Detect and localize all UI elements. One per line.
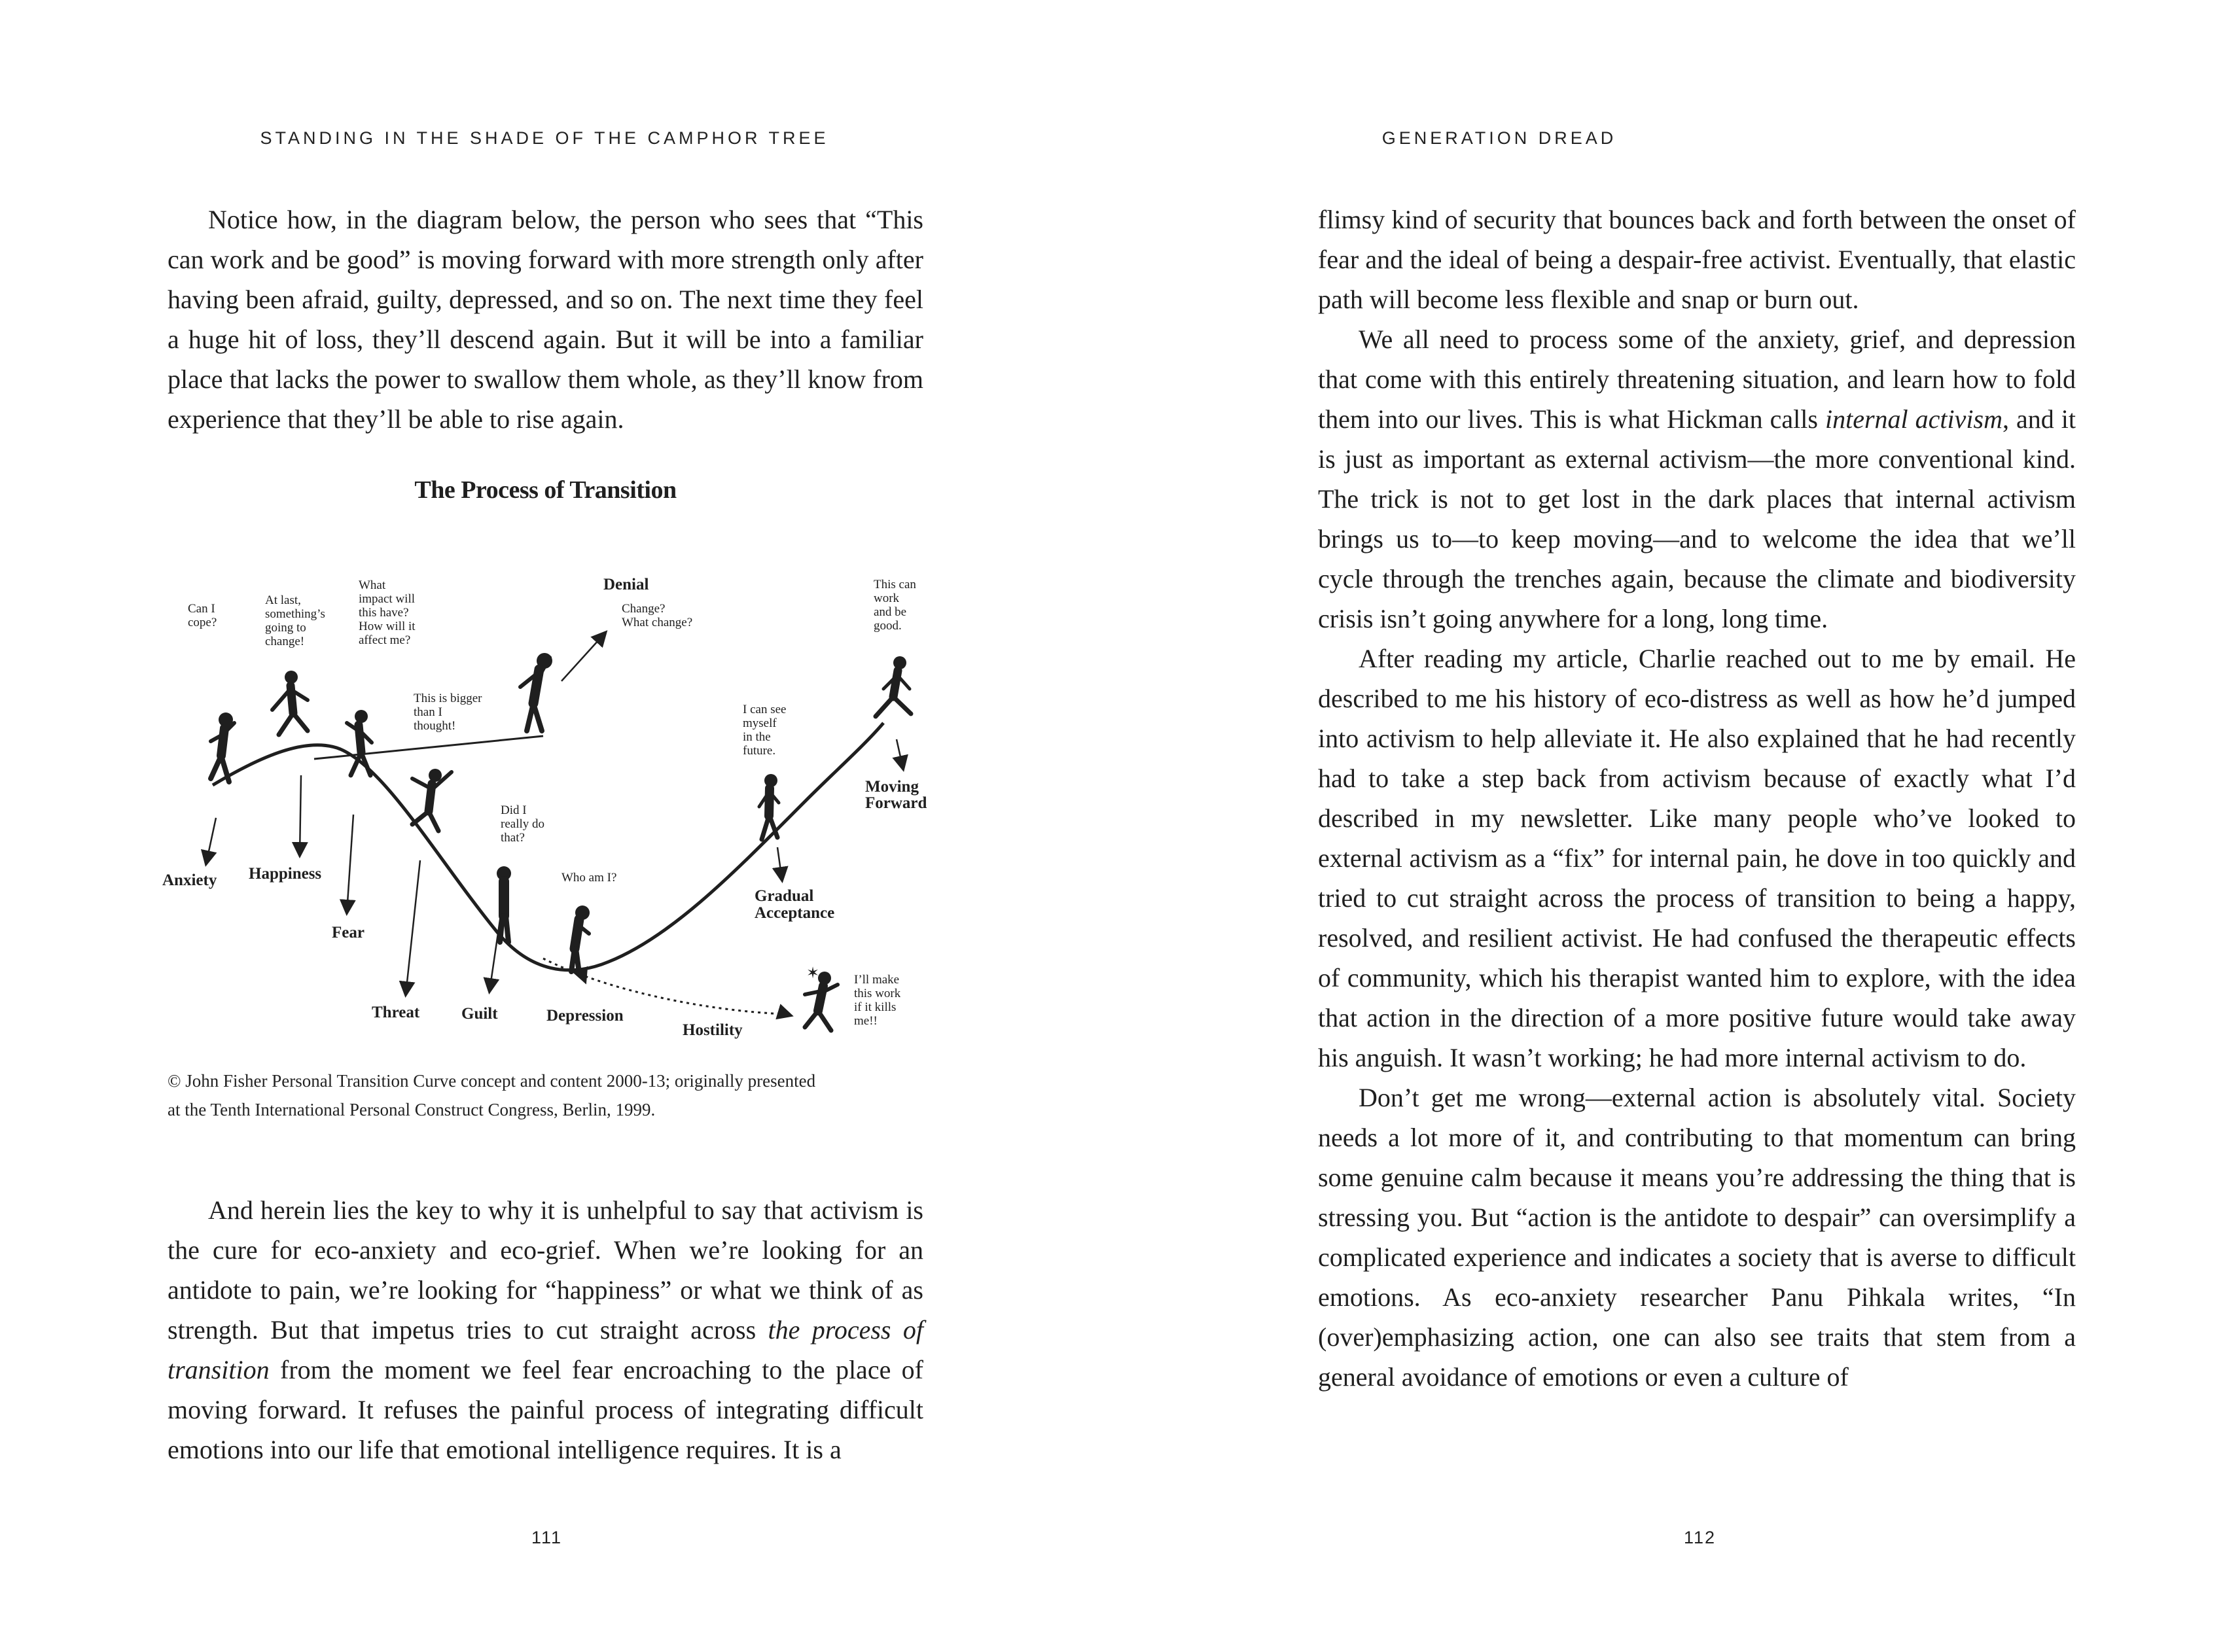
thought-did-i bbox=[501, 803, 544, 845]
paragraph-intro: Notice how, in the diagram below, the person who sees that “This can work and be good” is moving forward with more strength only after having been afraid, guilty, depressed, and so on. The next time they feel a huge hit of loss, they’ll descend again. But it will be into a familiar place that lacks the power to swallow them whole, as they’ll know from experience that they’ll be able to rise again. bbox=[168, 205, 923, 434]
label-fear: Fear bbox=[332, 924, 365, 941]
caption-line-1: © John Fisher Personal Transition Curve concept and content 2000-13; originally presented bbox=[168, 1071, 816, 1091]
svg-text:At last,: At last, bbox=[265, 593, 301, 607]
svg-text:going to: going to bbox=[265, 621, 306, 635]
paragraph-flimsy: flimsy kind of security that bounces back and forth between the onset of fear and the ideal of being a despair-free activist. Eventually, that elastic path will become less flexible and snap or burn out. bbox=[1318, 205, 2076, 314]
denial-arrow bbox=[561, 633, 605, 681]
paragraph-process: We all need to process some of the anxiety, grief, and depression that come with this entirely threatening situation, and learn how to fold them into our lives. This is what Hickman calls internal activism, and it is just as important as external activism—the more conventional kind. The trick is not to get lost in the dark places that internal activism brings us to—to keep moving—and to welcome the idea that we’ll cycle through the trenches again, because the climate and biodiversity crisis isn’t going anywhere for a long, long time. bbox=[1318, 325, 2076, 633]
label-guilt: Guilt bbox=[461, 1005, 498, 1023]
threat-arrow bbox=[406, 860, 420, 994]
svg-text:Who am I?: Who am I? bbox=[561, 871, 617, 885]
thought-cope bbox=[188, 602, 217, 629]
anxiety-arrow bbox=[206, 818, 216, 864]
svg-text:and be: and be bbox=[874, 605, 907, 619]
thought-this-can bbox=[874, 578, 916, 633]
moving-arrow bbox=[897, 739, 903, 769]
svg-text:What change?: What change? bbox=[622, 616, 693, 629]
right-page bbox=[1112, 0, 2225, 1652]
label-moving-2: Forward bbox=[865, 794, 927, 812]
svg-text:thought!: thought! bbox=[414, 719, 456, 733]
transition-curve bbox=[213, 723, 883, 970]
svg-text:this work: this work bbox=[854, 987, 901, 1000]
page-number-right: 112 bbox=[1684, 1528, 1717, 1547]
figure-fear bbox=[347, 710, 372, 775]
label-anxiety: Anxiety bbox=[162, 871, 217, 889]
thought-at-last bbox=[265, 593, 325, 648]
svg-text:that?: that? bbox=[501, 831, 525, 845]
figure-happiness bbox=[272, 671, 308, 735]
svg-text:me!!: me!! bbox=[854, 1014, 878, 1028]
left-page bbox=[0, 0, 1112, 1652]
svg-text:affect me?: affect me? bbox=[359, 633, 411, 647]
running-head-left: STANDING IN THE SHADE OF THE CAMPHOR TREE bbox=[260, 128, 829, 148]
label-hostility: Hostility bbox=[683, 1021, 743, 1039]
svg-text:this have?: this have? bbox=[359, 606, 409, 620]
thought-i-can-see bbox=[743, 703, 786, 758]
transition-curve-diagram bbox=[151, 559, 955, 1057]
thought-ill-make bbox=[854, 973, 901, 1028]
hostility-star: ✶ bbox=[806, 965, 820, 982]
svg-text:How will it: How will it bbox=[359, 620, 416, 633]
label-happiness: Happiness bbox=[249, 865, 322, 883]
svg-text:good.: good. bbox=[874, 619, 902, 633]
svg-text:impact will: impact will bbox=[359, 592, 416, 606]
paragraph-charlie: After reading my article, Charlie reached out to me by email. He described to me his history of eco-distress as well as how he’d jumped into activism to help alleviate it. He also explained that he had recently had to take a step back from activism because of exactly what I’d described in my newsletter. Like many people who’ve looked to external activism as a “fix” for internal pain, he dove in too quickly and tried to cut straight across the process of transition to being a happy, resolved, and resilient activist. He had confused the therapeutic effects of community, which his therapist wanted him to explore, with the idea that action in the direction of a more positive future would take away his anguish. It wasn’t working; he had more internal activism to do. bbox=[1318, 644, 2076, 1072]
label-gradual-2: Acceptance bbox=[755, 904, 835, 922]
svg-text:I can see: I can see bbox=[743, 703, 787, 716]
thought-bigger bbox=[414, 692, 482, 733]
emphasis-process: the process of transition bbox=[168, 1315, 923, 1384]
svg-text:future.: future. bbox=[743, 744, 776, 758]
gradual-arrow bbox=[777, 847, 782, 880]
label-threat: Threat bbox=[372, 1004, 420, 1021]
label-moving-1: Moving bbox=[865, 778, 919, 796]
body-text-top-left bbox=[168, 200, 923, 439]
svg-text:I’ll make: I’ll make bbox=[854, 973, 900, 987]
svg-text:if it kills: if it kills bbox=[854, 1000, 897, 1014]
svg-text:This is bigger: This is bigger bbox=[414, 692, 482, 705]
svg-text:really do: really do bbox=[501, 817, 545, 831]
svg-text:work: work bbox=[874, 591, 900, 605]
denial-line bbox=[314, 736, 543, 759]
svg-text:Change?: Change? bbox=[622, 602, 666, 616]
paragraph-herein: And herein lies the key to why it is unhelpful to say that activism is the cure for eco-anxiety and eco-grief. When we’re looking for an antidote to pain, we’re looking for “happiness” or what we think of as strength. But that impetus tries to cut straight across the process of transition from the moment we feel fear encroaching to the place of moving forward. It refuses the painful process of integrating difficult emotions into our life that emotional intelligence requires. It is a bbox=[168, 1195, 923, 1464]
thought-denial bbox=[622, 602, 692, 629]
hostility-arrow bbox=[784, 1013, 791, 1015]
figure-moving-forward bbox=[876, 656, 911, 716]
thought-who-am-i bbox=[561, 871, 616, 885]
page-number-left: 111 bbox=[531, 1528, 563, 1547]
paragraph-dont-get-me-wrong: Don’t get me wrong—external action is absolutely vital. Society needs a lot more of it, and contributing to that momentum can bring some genuine calm because it means you’re addressing the thing that is stressing you. But “action is the antidote to despair” can oversimplify a complicated experience and indicates a society that is averse to difficult emotions. As eco-anxiety researcher Panu Pihkala writes, “In (over)emphasizing action, one can also see traits that stem from a general avoidance of emotions or even a culture of bbox=[1318, 1083, 2076, 1392]
svg-text:What: What bbox=[359, 578, 386, 592]
caption-line-2: at the Tenth International Personal Construct Congress, Berlin, 1999. bbox=[168, 1100, 656, 1119]
running-head-right: GENERATION DREAD bbox=[1381, 128, 1617, 148]
figure-caption bbox=[168, 1066, 923, 1124]
body-text-right bbox=[1318, 200, 2076, 1397]
svg-text:Can I: Can I bbox=[188, 602, 215, 616]
figure-denial bbox=[520, 653, 552, 731]
label-depression: Depression bbox=[546, 1007, 624, 1025]
thought-impact bbox=[359, 578, 416, 647]
figure-gradual-acceptance bbox=[759, 774, 779, 839]
svg-text:in the: in the bbox=[743, 730, 771, 744]
svg-text:This can: This can bbox=[874, 578, 916, 591]
emphasis-internal-activism: internal activism bbox=[1824, 404, 2002, 434]
label-gradual-1: Gradual bbox=[755, 887, 814, 905]
svg-text:than I: than I bbox=[414, 705, 442, 719]
svg-text:Did I: Did I bbox=[501, 803, 527, 817]
svg-text:cope?: cope? bbox=[188, 616, 217, 629]
figure-guilt bbox=[497, 866, 511, 942]
figure-title: The Process of Transition bbox=[414, 476, 677, 504]
svg-text:myself: myself bbox=[743, 716, 777, 730]
figure-depression bbox=[571, 905, 590, 973]
fear-arrow bbox=[347, 815, 353, 913]
body-text-bottom-left bbox=[168, 1190, 923, 1469]
svg-text:change!: change! bbox=[265, 635, 305, 648]
label-denial: Denial bbox=[603, 576, 649, 593]
happiness-arrow bbox=[300, 775, 301, 855]
figure-threat bbox=[412, 769, 452, 831]
figure-anxiety bbox=[211, 712, 234, 782]
svg-text:something’s: something’s bbox=[265, 607, 325, 621]
